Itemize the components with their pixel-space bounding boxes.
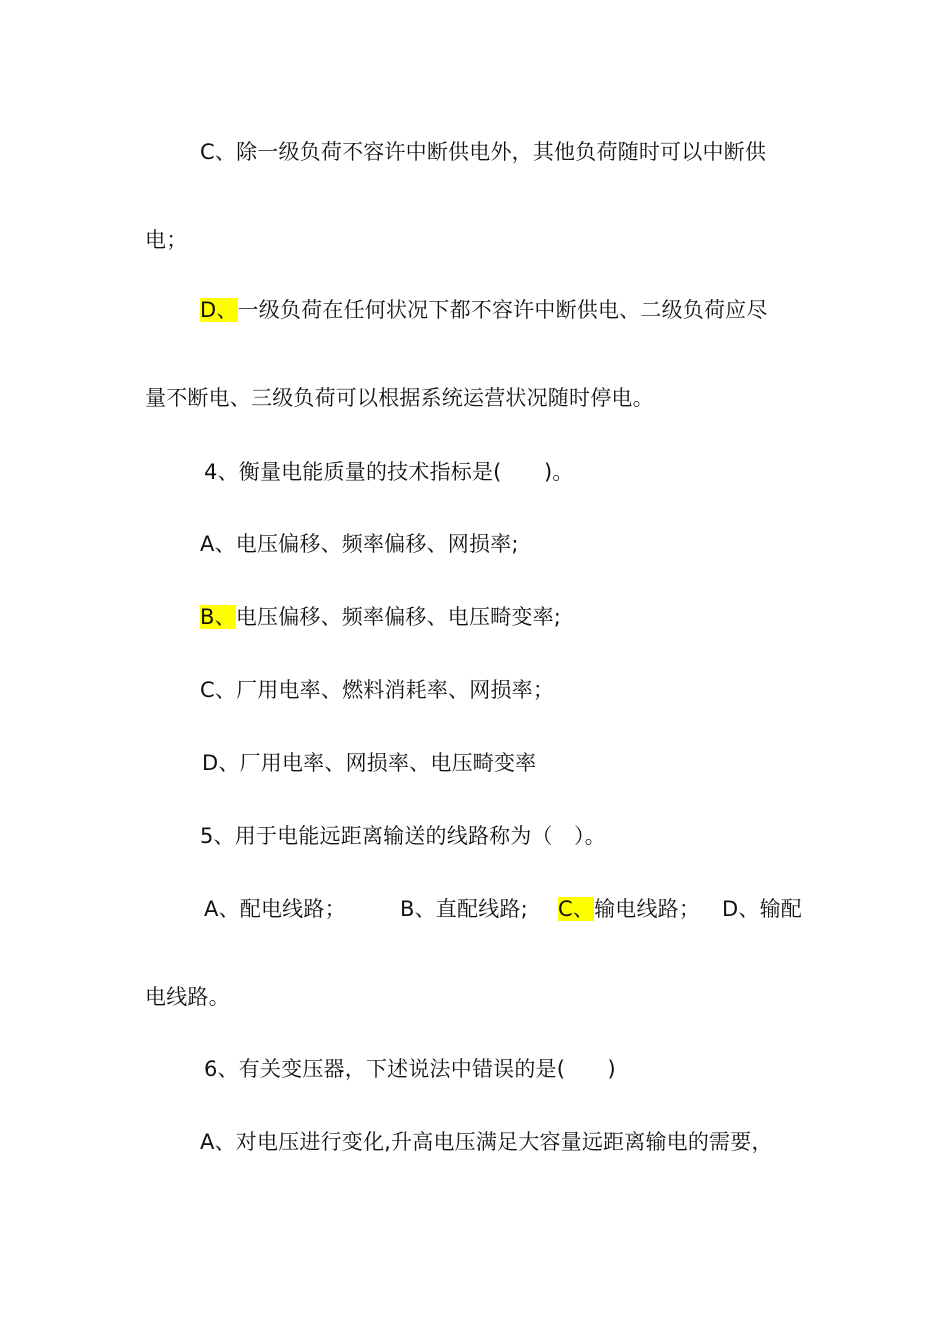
q4-option-d (202, 749, 536, 777)
q5-option-d (722, 895, 802, 923)
q5-option-b-text: B、直配线路; (400, 897, 528, 921)
q4-option-c (200, 676, 554, 704)
q5-option-d-text-cont: 电线路。 (145, 985, 230, 1009)
q4-option-b (200, 603, 561, 631)
q5-option-b (400, 895, 528, 923)
q6-question-text: 6、有关变压器，下述说法中错误的是( ) (204, 1057, 616, 1081)
q6-question (204, 1055, 616, 1083)
q5-options-line1 (204, 895, 346, 923)
q3-option-c-text-cont: 电； (145, 228, 188, 252)
q6-option-a-text: A、对电压进行变化,升高电压满足大容量远距离输电的需要， (200, 1130, 773, 1154)
q5-option-d-text: D、输配 (722, 897, 802, 921)
q5-question (200, 822, 606, 850)
q3-option-d-line1 (200, 296, 768, 324)
q4-option-a (200, 530, 519, 558)
q3-option-c-text: C、除一级负荷不容许中断供电外，其他负荷随时可以中断供 (200, 140, 767, 164)
q5-option-c-text: 输电线路； (594, 897, 701, 921)
q5-option-c (558, 895, 700, 923)
q3-answer-highlight: D、 (200, 298, 238, 322)
q4-question (204, 458, 574, 486)
q5-answer-highlight: C、 (558, 897, 595, 921)
q4-option-a-text: A、电压偏移、频率偏移、网损率; (200, 532, 519, 556)
q5-option-d-line2 (145, 983, 230, 1011)
q4-option-d-text: D、厂用电率、网损率、电压畸变率 (202, 751, 537, 775)
q5-question-text: 5、用于电能远距离输送的线路称为（ ）。 (200, 824, 606, 848)
q4-option-b-text: 电压偏移、频率偏移、电压畸变率; (235, 605, 562, 629)
q6-option-a-line1 (200, 1128, 773, 1156)
q5-option-a-text: A、配电线路； (204, 897, 346, 921)
q3-option-c-line2 (145, 226, 187, 254)
q3-option-d-text-cont: 量不断电、三级负荷可以根据系统运营状况随时停电。 (145, 386, 654, 410)
q3-option-d-text: 一级负荷在任何状况下都不容许中断供电、二级负荷应尽 (237, 298, 768, 322)
q3-option-d-line2 (145, 384, 654, 412)
q4-question-text: 4、衡量电能质量的技术指标是( )。 (204, 460, 574, 484)
q4-answer-highlight: B、 (200, 605, 236, 629)
q3-option-c-line1 (200, 138, 766, 166)
q4-option-c-text: C、厂用电率、燃料消耗率、网损率； (200, 678, 555, 702)
